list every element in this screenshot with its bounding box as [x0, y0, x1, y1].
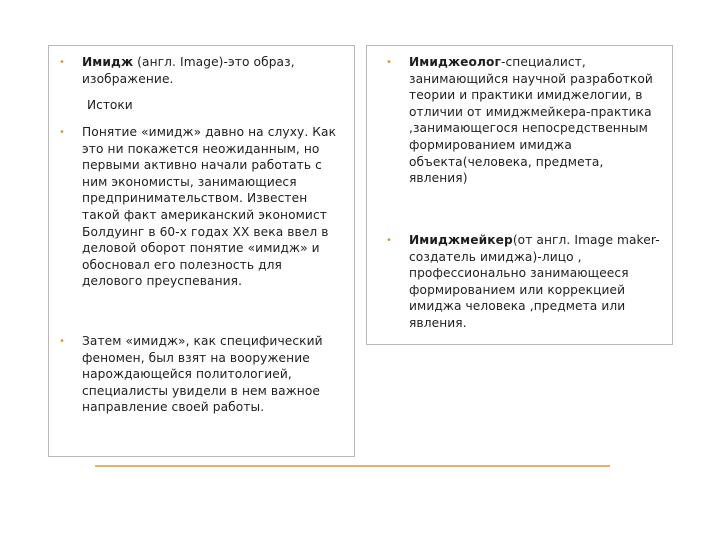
bullet-icon: • — [59, 57, 65, 68]
section-heading-istoki: Истоки — [87, 98, 133, 112]
bullet-icon: • — [59, 336, 65, 347]
term-imidzh: Имидж — [82, 55, 134, 69]
politology-text: Затем «имидж», как специфический феномен, был взят на вооружение нарождающейся политологией, специалисты увидели в нем важное направление своей работы. — [82, 334, 323, 415]
footer-divider — [95, 465, 610, 467]
list-item-imidzhmejker — [386, 232, 665, 332]
definition-imidzheolog: -специалист, занимающийся научной разработкой теории и практики имиджелогии, в отличии от имиджмейкера-практика ,занимающегося непосредственным формированием имиджа объекта(человека, предмета, явления) — [409, 55, 653, 186]
bullet-icon: • — [386, 57, 392, 68]
history-text: Понятие «имидж» давно на слуху. Как это ни покажется неожиданным, но первыми активно начали работать с ним экономисты, занимающиеся предпринимательством. Известен такой факт американский экономист Болдуинг в 60-х годах XX века ввел в деловой оборот понятие «имидж» и обосновал его полезность для делового преуспевания. — [82, 125, 337, 289]
list-item-imidzh — [59, 54, 344, 87]
bullet-icon: • — [59, 127, 65, 138]
term-imidzhmejker: Имиджмейкер — [409, 233, 513, 247]
list-item-history — [59, 124, 346, 290]
list-item-politology — [59, 333, 332, 416]
definition-imidzhmejker: (от англ. Image maker-создатель имиджа)-лицо , профессионально занимающееся формированием или коррекцией имиджа человека ,предмета или явления. — [409, 233, 660, 330]
term-imidzheolog: Имиджеолог — [409, 55, 501, 69]
definition-imidzh: (англ. Image)-это образ, изображение. — [82, 55, 295, 86]
bullet-icon: • — [386, 235, 392, 246]
list-item-imidzheolog — [386, 54, 661, 187]
